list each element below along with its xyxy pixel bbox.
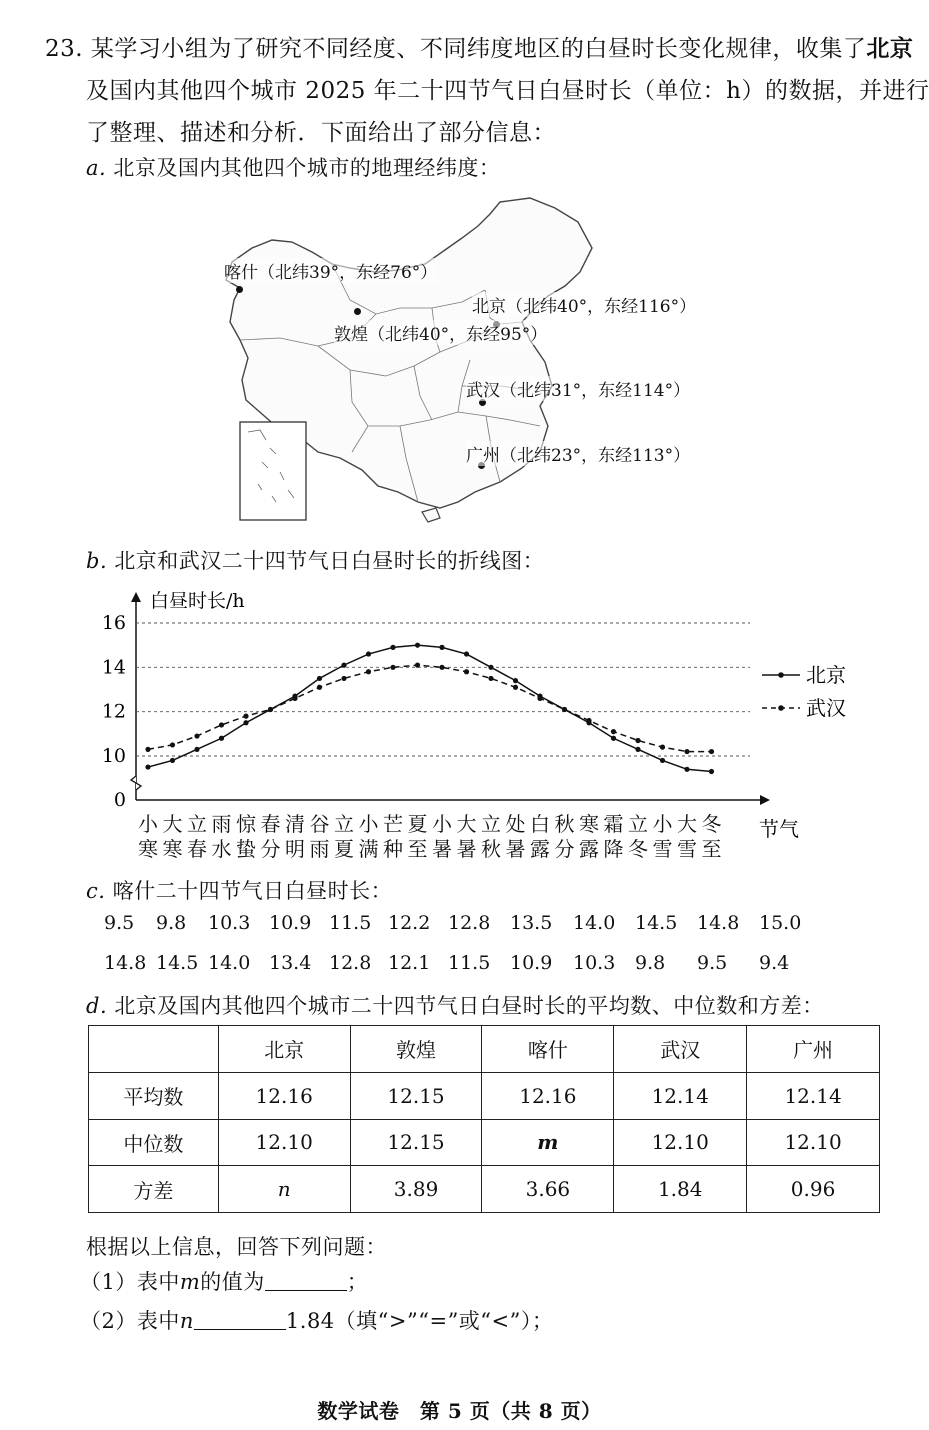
table-cell: 12.10 [614,1119,747,1166]
data-point [145,747,150,752]
kashgar-marker [236,286,243,293]
part-b-heading [86,545,544,575]
y-axis-label: 白昼时长/h [150,590,245,612]
kashgar-value: 14.8 [697,912,740,934]
x-tick-label: 小 雪 [652,812,673,861]
data-point [439,645,444,650]
kashgar-value: 14.5 [635,912,678,934]
x-tick-label: 立 春 [187,812,207,861]
data-point [660,758,665,763]
table-cell: 12.14 [747,1072,880,1119]
x-tick-label: 大 暑 [456,812,477,861]
part-c-heading [86,875,392,905]
data-point [415,663,420,668]
answer-blank-n[interactable] [194,1309,286,1330]
x-tick-label: 大 雪 [677,812,697,861]
part-d-title: 北京及国内其他四个城市二十四节气日白昼时长的平均数、中位数和方差： [114,994,824,1018]
series-line-beijing [148,645,712,771]
y-tick-label: 12 [101,700,126,723]
part-d-label: d. [86,994,108,1018]
kashgar-value: 13.5 [510,912,553,934]
kashgar-value: 12.8 [329,952,372,974]
y-tick-label: 14 [101,656,126,679]
question-line-1 [45,30,913,63]
x-tick-label: 处 暑 [505,812,526,861]
kashgar-data-row-2 [104,952,809,974]
table-header-cell [89,1026,219,1073]
table-header-cell: 武汉 [614,1026,747,1073]
kashgar-value: 10.3 [573,952,616,974]
x-tick-label: 芒 种 [383,812,403,861]
data-point [537,696,542,701]
x-tick-label: 夏 至 [407,812,428,861]
data-point [194,733,199,738]
data-point [415,643,420,648]
hainan-island [422,508,440,522]
x-tick-label: 白 露 [530,812,550,861]
dunhuang-marker [354,308,361,315]
x-axis-label: 节气 [759,817,799,841]
kashgar-value: 10.9 [269,912,312,934]
x-tick-label: 秋 分 [554,812,575,861]
x-tick-label: 立 秋 [481,812,501,861]
south-sea-inset [240,422,306,520]
china-map [200,190,620,525]
kashgar-value: 9.4 [759,952,790,974]
x-tick-label: 小 暑 [432,812,452,861]
x-tick-label: 大 寒 [162,812,183,861]
y-axis-arrow [131,592,141,602]
data-point [145,764,150,769]
table-cell: 12.14 [614,1072,747,1119]
kashgar-value: 13.4 [269,952,312,974]
table-row-label: 中位数 [89,1119,219,1166]
statistics-table [88,1025,880,1213]
question-intro-beijing: 北京 [866,35,914,62]
data-point [513,678,518,683]
table-row [89,1166,880,1213]
data-point [488,676,493,681]
map-label-guangzhou: 广州（北纬23°，东经113°） [466,441,690,466]
data-point [464,651,469,656]
table-header-row [89,1026,880,1073]
question-line-2: 及国内其他四个城市 2025 年二十四节气日白昼时长（单位：h）的数据，并进行 [86,78,929,104]
part-a-heading [86,152,500,182]
data-point [684,767,689,772]
kashgar-value: 12.1 [388,952,431,974]
x-tick-label: 霜 降 [603,812,624,861]
kashgar-value: 11.5 [448,952,491,974]
kashgar-value: 9.8 [156,912,187,934]
legend-marker [778,672,784,678]
data-point [439,665,444,670]
question-intro-1: 某学习小组为了研究不同经度、不同纬度地区的白昼时长变化规律，收集了 [90,36,867,62]
table-row [89,1072,880,1119]
part-b-title: 北京和武汉二十四节气日白昼时长的折线图： [114,549,545,573]
kashgar-value: 15.0 [759,912,802,934]
data-point [268,707,273,712]
data-point [317,676,322,681]
kashgar-value: 12.8 [448,912,491,934]
kashgar-value: 14.8 [104,952,147,974]
kashgar-value: 10.3 [208,912,251,934]
map-label-wuhan: 武汉（北纬31°，东经114°） [466,376,690,401]
data-point [513,685,518,690]
x-tick-label: 清 明 [285,812,305,861]
data-point [170,758,175,763]
data-point [562,707,567,712]
part-b-label: b. [86,549,108,573]
legend-label: 北京 [806,663,846,687]
table-cell: 12.10 [218,1119,350,1166]
x-tick-label: 立 夏 [334,812,354,861]
table-cell: 3.66 [482,1166,614,1213]
table-header-cell: 敦煌 [350,1026,482,1073]
page-footer: 数学试卷 第 5 页（共 8 页） [317,1399,602,1423]
x-tick-label: 立 冬 [628,812,648,861]
question-number: 23. [45,36,84,62]
kashgar-value: 9.8 [635,952,666,974]
data-point [464,669,469,674]
part-c-title: 喀什二十四节气日白昼时长： [112,879,393,903]
data-point [709,749,714,754]
table-cell: m [482,1119,614,1166]
kashgar-value: 14.0 [573,912,616,934]
axis-break-mark [131,776,141,790]
kashgar-value: 10.9 [510,952,553,974]
data-point [660,745,665,750]
map-label-dunhuang: 敦煌（北纬40°，东经95°） [334,320,547,345]
data-point [292,696,297,701]
part-c-label: c. [86,879,106,903]
map-label-beijing: 北京（北纬40°，东经116°） [472,292,696,317]
data-point [219,736,224,741]
x-tick-label: 小 寒 [138,812,158,861]
x-tick-label: 冬 至 [701,812,722,861]
kashgar-value: 14.0 [208,952,251,974]
table-row [89,1119,880,1166]
table-row-label: 方差 [89,1166,219,1213]
kashgar-value: 9.5 [697,952,728,974]
map-label-kashgar: 喀什（北纬39°，东经76°） [224,258,437,283]
x-tick-label: 谷 雨 [309,812,330,861]
data-point [611,736,616,741]
data-point [488,665,493,670]
kashgar-value: 14.5 [156,952,199,974]
data-point [219,722,224,727]
data-point [586,718,591,723]
table-cell: 3.89 [350,1166,482,1213]
x-tick-label: 惊 蛰 [236,812,256,861]
question-1: （1）表中m的值为 ； [80,1270,369,1294]
data-point [194,747,199,752]
data-point [635,747,640,752]
data-point [611,729,616,734]
data-point [390,665,395,670]
questions-lead: 根据以上信息，回答下列问题： [86,1235,387,1259]
table-header-cell: 喀什 [482,1026,614,1073]
table-row-label: 平均数 [89,1072,219,1119]
kashgar-value: 12.2 [388,912,431,934]
kashgar-value: 11.5 [329,912,372,934]
y-tick-label: 16 [101,612,126,634]
data-point [366,651,371,656]
table-cell: 12.16 [218,1072,350,1119]
data-point [366,669,371,674]
legend-marker [778,705,784,711]
y-tick-label: 10 [101,745,126,767]
data-point [341,676,346,681]
part-a-title: 北京及国内其他四个城市的地理经纬度： [113,156,501,180]
series-line-wuhan [148,665,712,751]
data-point [341,663,346,668]
x-tick-label: 春 分 [260,812,281,861]
part-a-label: a. [86,156,107,180]
table-cell: n [218,1166,350,1213]
x-axis-arrow [760,795,770,805]
table-header-cell: 广州 [747,1026,880,1073]
legend-label: 武汉 [806,696,846,720]
part-d-heading [86,990,824,1020]
answer-blank-m[interactable] [265,1270,347,1291]
table-cell: 0.96 [747,1166,880,1213]
x-tick-label: 小 满 [358,812,379,861]
question-2: （2）表中n 1.84（填“>”“=”或“<”）； [80,1309,554,1333]
kashgar-data-row-1 [104,912,809,934]
data-point [390,645,395,650]
data-point [243,720,248,725]
x-tick-label: 雨 水 [211,812,232,861]
table-cell: 12.16 [482,1072,614,1119]
y-tick-label: 0 [113,789,126,811]
table-header-cell: 北京 [218,1026,350,1073]
data-point [243,714,248,719]
data-point [317,685,322,690]
data-point [684,749,689,754]
data-point [170,742,175,747]
table-cell: 12.10 [747,1119,880,1166]
data-point [709,769,714,774]
data-point [635,738,640,743]
question-line-3: 了整理、描述和分析．下面给出了部分信息： [86,120,556,146]
x-tick-label: 寒 露 [579,812,599,861]
table-cell: 1.84 [614,1166,747,1213]
kashgar-value: 9.5 [104,912,135,934]
table-cell: 12.15 [350,1119,482,1166]
table-cell: 12.15 [350,1072,482,1119]
